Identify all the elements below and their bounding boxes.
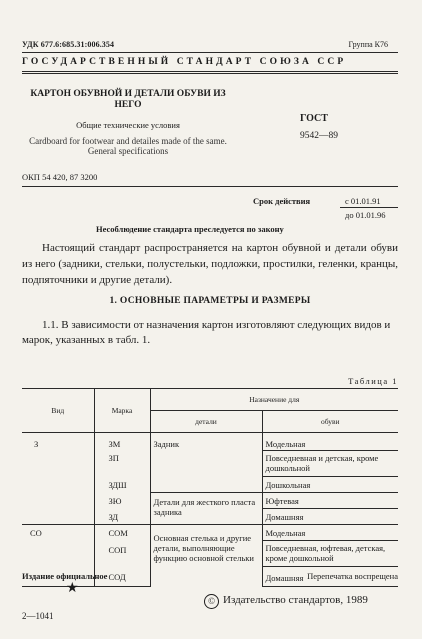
okp-code: ОКП 54 420, 87 3200 <box>22 172 98 182</box>
copyright-text: Издательство стандартов, 1989 <box>223 594 368 606</box>
copyright-line <box>204 594 368 609</box>
gost-number: 9542—89 <box>300 131 338 141</box>
header-parts: детали <box>150 411 262 433</box>
header-purpose: Назначение для <box>150 389 398 411</box>
cell-grade: ЗД <box>94 509 150 525</box>
group-code: Группа К76 <box>348 40 388 49</box>
standard-banner: ГОСУДАРСТВЕННЫЙ СТАНДАРТ СОЮЗА ССР <box>22 57 347 67</box>
header-rule-top <box>22 52 398 53</box>
reprint-notice: Перепечатка воспрещена <box>307 571 398 581</box>
star-icon: ★ <box>66 581 79 596</box>
cell-type <box>22 541 94 567</box>
cell-parts: Детали для жесткого пласта задника <box>150 493 262 525</box>
cell-footwear: Дошкольная <box>262 477 398 493</box>
cell-footwear: Домашняя <box>262 567 398 587</box>
validity-from: с 01.01.91 <box>345 196 381 206</box>
table-row <box>22 493 398 509</box>
intro-paragraph: Настоящий стандарт распространяется на картон обувной и детали обуви из него (задники, стельки, полустельки, подложки, простилки, геленки, кранцы, подпяточники и другие детали). <box>22 242 398 286</box>
print-number: 2—1041 <box>22 611 54 621</box>
cell-parts <box>150 451 262 477</box>
document-title: КАРТОН ОБУВНОЙ И ДЕТАЛИ ОБУВИ ИЗ НЕГО <box>30 89 226 110</box>
header-rule-mid-2 <box>22 73 398 74</box>
cell-parts <box>150 477 262 493</box>
header-rule-mid <box>22 71 398 72</box>
cell-footwear: Домашняя <box>262 509 398 525</box>
cell-grade: СОП <box>94 541 150 567</box>
cell-parts: Основная стелька и другие детали, выполняющие функцию основной стельки <box>150 525 262 587</box>
cell-footwear: Повседневная, юфтевая, детская, кроме дошкольной <box>262 541 398 567</box>
cell-type <box>22 493 94 509</box>
cell-type <box>22 509 94 525</box>
section-title: 1. ОСНОВНЫЕ ПАРАМЕТРЫ И РАЗМЕРЫ <box>109 296 311 306</box>
cell-grade: ЗП <box>94 451 150 477</box>
cell-parts: Задник <box>150 433 262 451</box>
document-subtitle: Общие технические условия <box>76 120 180 130</box>
table-row <box>22 433 398 451</box>
cell-type: СО <box>22 525 94 541</box>
cell-footwear: Модельная <box>262 525 398 541</box>
title-rule <box>22 186 398 187</box>
header-footwear: обуви <box>262 411 398 433</box>
cell-footwear: Повседневная и детская, кроме дошкольной <box>262 451 398 477</box>
cell-type: З <box>22 433 94 451</box>
cell-grade: ЗЮ <box>94 493 150 509</box>
table-row <box>22 451 398 477</box>
cell-grade: ЗДШ <box>94 477 150 493</box>
cell-type <box>22 451 94 477</box>
cell-grade: СОМ <box>94 525 150 541</box>
copyright-icon: © <box>204 594 219 609</box>
cell-footwear: Юфтевая <box>262 493 398 509</box>
table-row <box>22 525 398 541</box>
validity-to: до 01.01.96 <box>345 210 386 220</box>
cell-footwear: Модельная <box>262 433 398 451</box>
header-type: Вид <box>22 389 94 433</box>
header-grade: Марка <box>94 389 150 433</box>
table-row <box>22 477 398 493</box>
table-caption: Таблица 1 <box>348 376 398 386</box>
validity-rule <box>340 207 398 208</box>
grades-table <box>22 388 398 587</box>
cell-grade: СОД <box>94 567 150 587</box>
section-paragraph: 1.1. В зависимости от назначения картон изготовляют следующих видов и марок, указанных в табл. 1. <box>22 319 391 346</box>
official-edition: Издание официальное <box>22 571 108 581</box>
udc-code: УДК 677.6:685.31:006.354 <box>22 40 115 49</box>
validity-label: Срок действия <box>253 196 311 206</box>
law-warning: Несоблюдение стандарта преследуется по закону <box>96 224 284 234</box>
english-title: Cardboard for footwear and detailes made of the same. General specifications <box>29 136 227 156</box>
gost-label: ГОСТ <box>300 113 328 124</box>
cell-grade: ЗМ <box>94 433 150 451</box>
cell-type <box>22 477 94 493</box>
